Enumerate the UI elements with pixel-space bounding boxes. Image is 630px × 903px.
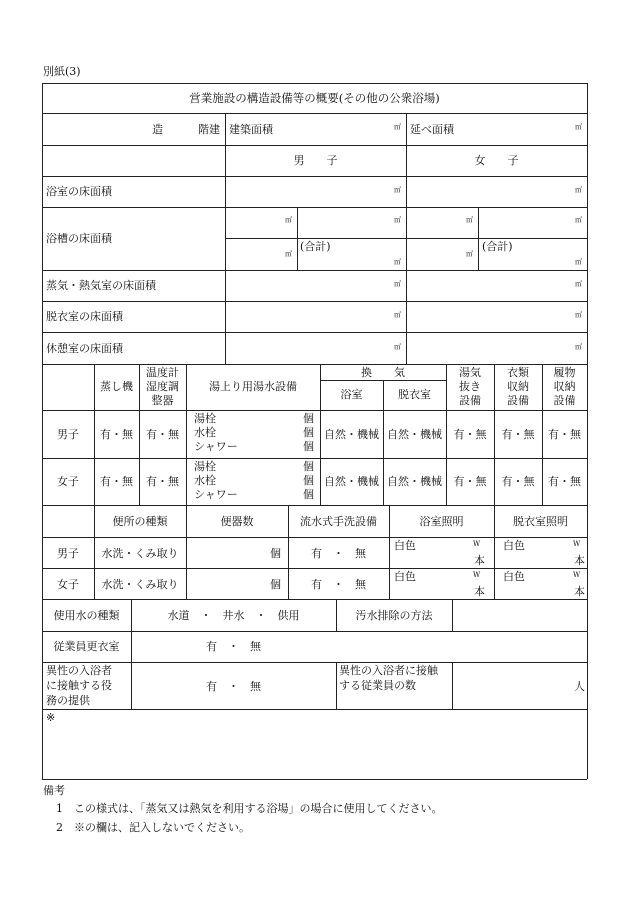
toilet-type-header: 便所の種類 <box>112 515 168 528</box>
vent-bath-male: 自然・機械 <box>324 428 379 441</box>
rule <box>42 270 587 271</box>
bath-light-color-male: 白色 <box>394 539 416 552</box>
unit-m2: ㎡ <box>575 258 582 266</box>
clothes-storage-header-3: 設備 <box>507 394 529 407</box>
thermo-header-1: 温度計 <box>146 366 179 379</box>
tub-area-label: 浴槽の床面積 <box>46 232 112 245</box>
rule <box>478 207 479 270</box>
toilet-count-unit-male: 個 <box>270 547 281 560</box>
bath-light-header: 浴室照明 <box>419 515 464 528</box>
note-1: 1 この様式は、「蒸気又は熱気を利用する浴場」の場合に使用してください。 <box>56 802 443 815</box>
attachment-label: 別紙(3) <box>43 65 81 78</box>
unit-m2: ㎡ <box>394 186 401 194</box>
vent-dress-header: 脱衣室 <box>398 388 431 401</box>
structure-label: 造 <box>152 123 163 136</box>
handwash-female: 有 ・ 無 <box>311 578 366 591</box>
rule <box>42 301 587 302</box>
steam-exhaust-male: 有・無 <box>453 428 487 441</box>
unit-m2: ㎡ <box>394 343 401 351</box>
unit-m2: ㎡ <box>575 343 582 351</box>
rule <box>42 113 587 114</box>
unit-m2: ㎡ <box>394 258 401 266</box>
dress-light-color-male: 白色 <box>503 539 525 552</box>
shoe-storage-female: 有・無 <box>548 475 581 488</box>
vent-dress-male: 自然・機械 <box>387 428 442 441</box>
watt-unit: W <box>473 540 481 548</box>
border <box>42 779 587 780</box>
opposite-sex-service-label-1: 異性の入浴者 <box>46 664 112 677</box>
steam-room-area-label: 蒸気・熱気室の床面積 <box>46 279 156 292</box>
total-label-male: (合計) <box>300 240 331 253</box>
unit-m2: ㎡ <box>575 311 582 319</box>
opposite-sex-staff-count-label-1: 異性の入浴者に接触 <box>339 664 438 677</box>
dressing-room-area-label: 脱衣室の床面積 <box>46 310 123 323</box>
rule <box>42 505 587 506</box>
opposite-sex-service-label-2: に接触する役 <box>46 679 112 692</box>
thermo-female: 有・無 <box>146 475 179 488</box>
rule <box>336 662 337 709</box>
count-unit-hon: 本 <box>474 554 485 567</box>
steam-machine-female: 有・無 <box>100 475 133 488</box>
rule <box>42 207 587 208</box>
staff-changing-room-label: 従業員更衣室 <box>53 640 120 653</box>
steam-machine-male: 有・無 <box>100 428 133 441</box>
watt-unit: W <box>573 571 581 579</box>
unit-m2: ㎡ <box>466 250 473 258</box>
rule <box>42 458 587 459</box>
rule <box>42 537 587 538</box>
thermo-header-3: 整器 <box>151 394 174 407</box>
female-header: 女 子 <box>474 154 519 167</box>
unit-m2: ㎡ <box>285 250 292 258</box>
rule <box>42 709 587 710</box>
dress-light-header: 脱衣室照明 <box>513 515 568 528</box>
thermo-male: 有・無 <box>146 428 179 441</box>
staff-changing-room-value: 有 ・ 無 <box>206 640 261 653</box>
ko-unit: 個 <box>303 474 314 487</box>
bathroom-area-label: 浴室の床面積 <box>46 185 112 198</box>
ko-unit: 個 <box>303 488 314 501</box>
water-type-label: 使用水の種類 <box>53 609 120 622</box>
vent-dress-female: 自然・機械 <box>387 475 442 488</box>
male-header: 男 子 <box>293 154 338 167</box>
unit-m2: ㎡ <box>394 123 401 131</box>
clothes-storage-male: 有・無 <box>501 428 535 441</box>
toilet-count-unit-female: 個 <box>270 578 281 591</box>
unit-m2: ㎡ <box>394 311 401 319</box>
rest-room-area-label: 休憩室の床面積 <box>46 342 123 355</box>
opposite-sex-service-label-3: 務の提供 <box>46 694 90 707</box>
border <box>42 83 587 84</box>
thermo-header-2: 湿度調 <box>146 380 179 393</box>
building-area-label: 建築面積 <box>229 123 273 136</box>
shower-female: シャワー <box>194 488 238 501</box>
rule <box>42 364 587 365</box>
shoe-storage-male: 有・無 <box>548 428 581 441</box>
steam-exhaust-header-2: 抜き <box>459 380 481 393</box>
unit-m2: ㎡ <box>394 280 401 288</box>
tap-hot-male: 湯栓 <box>194 412 216 425</box>
toilet-type-female: 水洗・くみ取り <box>101 578 179 591</box>
steam-exhaust-header-1: 湯気 <box>459 366 481 379</box>
shower-male: シャワー <box>194 440 238 453</box>
count-unit-hon: 本 <box>574 585 585 598</box>
ko-unit: 個 <box>303 412 314 425</box>
rule <box>42 410 587 411</box>
unit-m2: ㎡ <box>575 216 582 224</box>
tap-cold-male: 水栓 <box>194 426 216 439</box>
count-unit-hon: 本 <box>574 554 585 567</box>
rule <box>42 176 587 177</box>
vent-bath-female: 自然・機械 <box>324 475 379 488</box>
official-use-mark: ※ <box>46 711 56 724</box>
ventilation-header: 換 気 <box>361 366 405 379</box>
opposite-sex-service-value: 有 ・ 無 <box>206 680 261 693</box>
ko-unit: 個 <box>303 460 314 473</box>
unit-m2: ㎡ <box>575 123 582 131</box>
unit-m2: ㎡ <box>466 216 473 224</box>
unit-m2: ㎡ <box>575 186 582 194</box>
tap-hot-female: 湯栓 <box>194 460 216 473</box>
steam-exhaust-header-3: 設備 <box>459 394 481 407</box>
shoe-storage-header-2: 収納 <box>553 380 576 393</box>
form-title: 営業施設の構造設備等の概要(その他の公衆浴場) <box>189 91 440 105</box>
opposite-sex-staff-count-label-2: する従業員の数 <box>339 679 416 692</box>
rule <box>452 599 453 631</box>
clothes-storage-female: 有・無 <box>501 475 535 488</box>
dress-light-color-female: 白色 <box>503 570 525 583</box>
total-floor-area-label: 延べ面積 <box>410 123 454 136</box>
toilet-type-male: 水洗・くみ取り <box>101 547 179 560</box>
person-unit: 人 <box>574 680 585 693</box>
rule <box>42 332 587 333</box>
unit-m2: ㎡ <box>285 216 292 224</box>
tap-cold-female: 水栓 <box>194 474 216 487</box>
rule <box>42 599 587 600</box>
rule <box>42 568 587 569</box>
rule <box>42 145 587 146</box>
watt-unit: W <box>573 540 581 548</box>
rule <box>406 113 407 364</box>
rule <box>42 631 587 632</box>
count-unit-hon: 本 <box>474 585 485 598</box>
steam-exhaust-female: 有・無 <box>453 475 487 488</box>
ko-unit: 個 <box>303 440 314 453</box>
clothes-storage-header-2: 収納 <box>507 380 529 393</box>
rule <box>225 113 226 364</box>
bath-light-color-female: 白色 <box>394 570 416 583</box>
shoe-storage-header-1: 履物 <box>553 366 576 379</box>
clothes-storage-header-1: 衣類 <box>507 366 529 379</box>
watt-unit: W <box>473 571 481 579</box>
equip-row-female-label: 女子 <box>57 475 79 488</box>
toilet-row-female-label: 女子 <box>57 578 79 591</box>
handwash-male: 有 ・ 無 <box>311 547 366 560</box>
toilet-row-male-label: 男子 <box>57 547 79 560</box>
rule <box>42 662 587 663</box>
equip-row-male-label: 男子 <box>57 428 79 441</box>
rule <box>297 207 298 270</box>
notes-title: 備考 <box>43 784 65 797</box>
handwash-header: 流水式手洗設備 <box>300 515 377 528</box>
unit-m2: ㎡ <box>394 216 401 224</box>
toilet-count-header: 便器数 <box>220 515 254 528</box>
water-type-options: 水道 ・ 井水 ・ 供用 <box>167 609 300 622</box>
rule <box>452 662 453 709</box>
hot-water-header: 湯上り用湯水設備 <box>209 380 297 393</box>
steam-machine-header: 蒸し機 <box>100 380 133 393</box>
note-2: 2 ※の欄は、記入しないでください。 <box>56 821 250 834</box>
border <box>587 83 588 779</box>
stories-label: 階建 <box>198 123 220 136</box>
unit-m2: ㎡ <box>575 280 582 288</box>
ko-unit: 個 <box>303 426 314 439</box>
vent-bath-header: 浴室 <box>340 388 363 401</box>
shoe-storage-header-3: 設備 <box>553 394 576 407</box>
total-label-female: (合計) <box>482 240 513 253</box>
drainage-method-label: 汚水排除の方法 <box>355 609 433 622</box>
